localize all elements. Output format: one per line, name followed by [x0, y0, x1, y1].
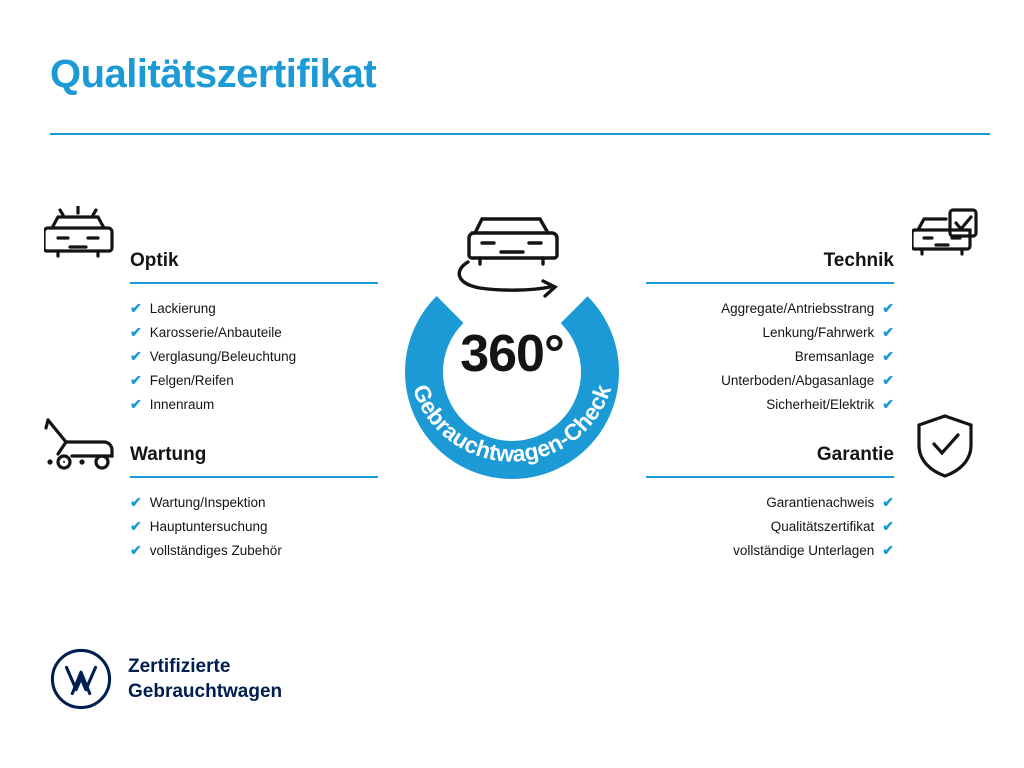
section-divider [130, 476, 378, 478]
footer-line-1: Zertifizierte [128, 655, 231, 677]
list-item [646, 320, 894, 344]
section-header [130, 432, 378, 466]
section-header [646, 238, 894, 272]
list-item-label: vollständige Unterlagen [733, 542, 875, 558]
list-item-label: Wartung/Inspektion [149, 494, 266, 510]
list-item-label: Garantienachweis [766, 494, 875, 510]
section-optik [130, 238, 378, 416]
section-divider [130, 282, 378, 284]
check-icon: ✔ [882, 541, 894, 558]
check-icon: ✔ [130, 395, 142, 412]
list-item [130, 368, 378, 392]
list-item [646, 490, 894, 514]
list-item-label: Lenkung/Fahrwerk [762, 324, 875, 340]
list-item [646, 344, 894, 368]
badge-degrees: 360° [460, 325, 564, 383]
footer-line-2: Gebrauchtwagen [128, 681, 283, 702]
title-divider [50, 133, 990, 135]
footer [50, 648, 282, 710]
list-item-label: Sicherheit/Elektrik [766, 396, 875, 412]
section-divider [646, 282, 894, 284]
check-icon: ✔ [130, 299, 142, 316]
list-item-label: Verglasung/Beleuchtung [149, 348, 297, 364]
check-icon: ✔ [882, 371, 894, 388]
list-item-label: Innenraum [149, 396, 215, 412]
list-item [646, 538, 894, 562]
section-title: Wartung [130, 444, 207, 465]
list-item [130, 514, 378, 538]
list-item [130, 296, 378, 320]
check-icon: ✔ [130, 323, 142, 340]
check-icon: ✔ [882, 299, 894, 316]
check-icon: ✔ [882, 517, 894, 534]
list-item-label: Aggregate/Antriebsstrang [721, 300, 875, 316]
list-item [130, 392, 378, 416]
list-item [130, 344, 378, 368]
check-icon: ✔ [130, 493, 142, 510]
checklist [130, 296, 378, 416]
list-item-label: Lackierung [149, 300, 216, 316]
car-lift-service-icon [44, 414, 116, 477]
section-wartung [130, 432, 378, 562]
shield-check-icon [916, 414, 974, 483]
page-title: Qualitätszertifikat [50, 52, 377, 96]
vw-logo-icon [50, 648, 112, 710]
car-checklist-icon [912, 208, 978, 273]
section-divider [646, 476, 894, 478]
list-item-label: Bremsanlage [794, 348, 875, 364]
section-header [646, 432, 894, 466]
footer-text [128, 654, 282, 704]
check-icon: ✔ [130, 541, 142, 558]
section-title: Garantie [816, 444, 894, 465]
list-item [646, 392, 894, 416]
list-item-label: Unterboden/Abgasanlage [721, 372, 875, 388]
check-icon: ✔ [130, 371, 142, 388]
badge-arc-label: Gebrauchtwagen-Check [407, 380, 617, 467]
checklist [646, 296, 894, 416]
list-item-label: Hauptuntersuchung [149, 518, 268, 534]
car-front-sparkle-icon [44, 206, 114, 273]
check-icon: ✔ [882, 395, 894, 412]
list-item [646, 296, 894, 320]
section-garantie [646, 432, 894, 562]
section-header [130, 238, 378, 272]
list-item-label: Karosserie/Anbauteile [149, 324, 282, 340]
check-icon: ✔ [882, 347, 894, 364]
section-title: Technik [823, 250, 894, 271]
list-item [130, 490, 378, 514]
list-item-label: Felgen/Reifen [149, 372, 234, 388]
list-item [130, 538, 378, 562]
section-technik [646, 238, 894, 416]
check-icon: ✔ [130, 347, 142, 364]
checklist [130, 490, 378, 562]
list-item-label: Qualitätszertifikat [770, 518, 875, 534]
list-item [646, 368, 894, 392]
check-icon: ✔ [882, 493, 894, 510]
section-title: Optik [130, 250, 179, 271]
check-icon: ✔ [882, 323, 894, 340]
check-icon: ✔ [130, 517, 142, 534]
list-item [646, 514, 894, 538]
list-item [130, 320, 378, 344]
car-rotate-360-icon [459, 219, 557, 296]
checklist [646, 490, 894, 562]
list-item-label: vollständiges Zubehör [149, 542, 282, 558]
badge-360-check [372, 196, 652, 486]
